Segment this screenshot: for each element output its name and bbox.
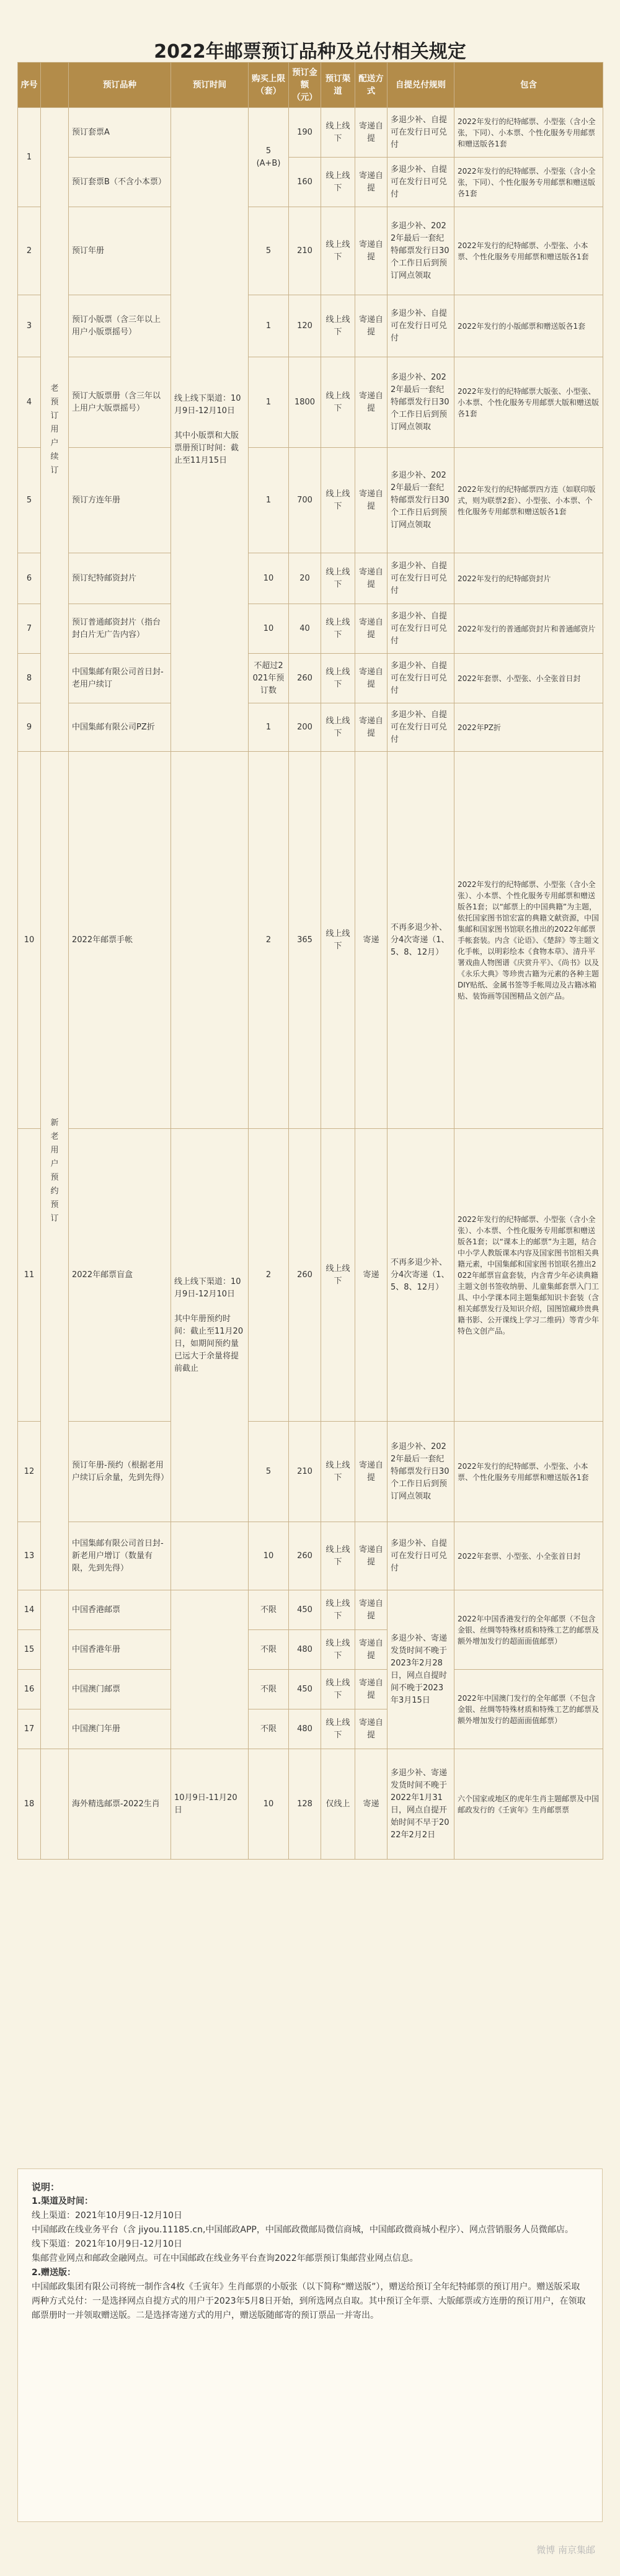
row-delivery: 寄递自提 [355,553,388,604]
row-limit: 不超过2021年预订数 [249,654,289,703]
row-no: 18 [18,1749,41,1860]
row-include: 2022年发行的纪特邮票、小型张、小本票、个性化服务专用邮票和赠送版各1套 [454,1422,603,1522]
row-amount: 700 [289,448,321,553]
row-amount: 128 [289,1749,321,1860]
row-delivery: 寄递 [355,752,388,1129]
row-no: 4 [18,357,41,448]
notes-gift-text: 中国邮政集团有限公司将统一制作含4枚《壬寅年》生肖邮票的小版张（以下简称“赠送版”），赠送给预订全年纪特邮票的预订用户。赠送版采取两种方式兑付：一是选择网点自提方式的用户于2023年5月8日开始，到所选网点自取。其中预订全年票、大版邮票或方连册的预订用户，在领取邮票册时一并领取赠送版。二是选择寄递方式的用户，赠送版随邮寄的预订票品一并寄出。 [32,2282,586,2320]
row-time-blank [171,752,249,1129]
row-amount: 20 [289,553,321,604]
row-channel: 线上线下 [321,1709,355,1749]
row-product: 预订普通邮资封片（指台封白片无广告内容） [69,604,171,654]
row-rule: 不再多退少补、分4次寄递（1、5、8、12月） [388,752,454,1129]
row-limit: 不限 [249,1670,289,1709]
row-include: 2022年发行的普通邮资封片和普通邮资片 [454,604,603,654]
row-limit: 不限 [249,1709,289,1749]
row-rule: 多退少补、自提可在发行日可兑付 [388,158,454,207]
row-delivery: 寄递自提 [355,654,388,703]
row-amount: 480 [289,1630,321,1670]
row-amount: 260 [289,1129,321,1422]
row-product: 海外精选邮票-2022生肖 [69,1749,171,1860]
row-amount: 260 [289,1522,321,1590]
row-channel: 线上线下 [321,1522,355,1590]
row-amount: 200 [289,703,321,752]
table-row [18,1749,603,1860]
header-time: 预订时间 [171,63,249,108]
row-include: 2022年发行的纪特邮资封片 [454,553,603,604]
notes-section-channel-title: 1.渠道及时间： [32,2196,94,2206]
row-channel: 线上线下 [321,295,355,357]
table-row [18,108,603,158]
row-no: 16 [18,1670,41,1709]
row-amount: 450 [289,1590,321,1630]
row-product: 预订年册-预约（根据老用户续订后余量，先到先得） [69,1422,171,1522]
row-include: 2022年套票、小型张、小全张首日封 [454,654,603,703]
row-channel: 线上线下 [321,1590,355,1630]
row-channel: 线上线下 [321,604,355,654]
row-amount: 480 [289,1709,321,1749]
row-product: 2022年邮票盲盒 [69,1129,171,1422]
row-time: 10月9日-11月20日 [171,1749,249,1860]
row-limit: 5 [249,1422,289,1522]
row-channel: 线上线下 [321,703,355,752]
row-include: 2022年发行的纪特邮票、小型张、小本票、个性化服务专用邮票和赠送版各1套 [454,207,603,295]
row-amount: 210 [289,207,321,295]
row-time-new: 线上线下渠道：10月9日-12月10日 其中年册预约时间：截止至11月20日，如期间预约量已远大于余量将提前截止 [171,1129,249,1522]
row-delivery: 寄递 [355,1129,388,1422]
notes-line: 线上渠道：2021年10月9日-12月10日 [32,2211,183,2221]
header-no: 序号 [18,63,41,108]
notes-line: 线下渠道：2021年10月9日-12月10日 [32,2239,183,2249]
table-row [18,654,603,703]
row-rule: 多退少补、寄递发货时间不晚于2023年2月28日，网点自提时间不晚于2023年3月15日 [388,1590,454,1749]
subscription-table [17,62,603,1860]
row-include: 2022年发行的纪特邮票大版张、小型张、小本票、个性化服务专用邮票大版和赠送版各1套 [454,357,603,448]
row-no: 6 [18,553,41,604]
row-delivery: 寄递自提 [355,207,388,295]
row-amount: 1800 [289,357,321,448]
table-row [18,1522,603,1590]
row-delivery: 寄递自提 [355,295,388,357]
row-include: 2022年发行的纪特邮票、小型张（含小全张）、小本票、个性化服务专用邮票和赠送版各1套；以“邮票上的中国典籍”为主题，依托国家图书馆宏富的典籍文献资源，中国集邮和国家图书馆联名推出的2022年邮票手帐套装。内含《论语》、《楚辞》等主题文化手帐，以明彩绘本《食物本草》、清升平署戏曲人物图谱《庆赏升平》、《尚书》以及《永乐大典》等珍贵古籍为元素的各种主题DIY贴纸、金属书签等手帐周边及古籍冰箱贴、装饰画等国图精品文创产品。 [454,752,603,1129]
row-limit: 5 [249,207,289,295]
row-include: 2022年发行的纪特邮票、小型张（含小全张，下同）、个性化服务专用邮票和赠送版各1套 [454,158,603,207]
table-row [18,703,603,752]
row-product: 中国集邮有限公司首日封-新老用户增订（数量有限，先到先得） [69,1522,171,1590]
row-rule: 多退少补、自提可在发行日可兑付 [388,108,454,158]
row-channel: 仅线上 [321,1749,355,1860]
row-limit: 1 [249,448,289,553]
row-product: 2022年邮票手帐 [69,752,171,1129]
row-product: 预订纪特邮资封片 [69,553,171,604]
header-category [41,63,69,108]
row-include: 六个国家或地区的虎年生肖主题邮票及中国邮政发行的《壬寅年》生肖邮票票 [454,1749,603,1860]
row-include: 2022年PZ折 [454,703,603,752]
row-no: 2 [18,207,41,295]
table-row [18,295,603,357]
row-product: 中国香港邮票 [69,1590,171,1630]
row-channel: 线上线下 [321,1422,355,1522]
row-product: 预订方连年册 [69,448,171,553]
row-amount: 210 [289,1422,321,1522]
table-row [18,1670,603,1709]
row-channel: 线上线下 [321,1670,355,1709]
row-product: 中国集邮有限公司PZ折 [69,703,171,752]
row-rule: 多退少补、自提可在发行日可兑付 [388,703,454,752]
row-delivery: 寄递自提 [355,1709,388,1749]
row-amount: 450 [289,1670,321,1709]
row-delivery: 寄递自提 [355,1670,388,1709]
table-row [18,1422,603,1522]
row-limit: 2 [249,752,289,1129]
row-rule: 多退少补、自提可在发行日可兑付 [388,654,454,703]
row-no: 9 [18,703,41,752]
row-delivery: 寄递 [355,1749,388,1860]
row-channel: 线上线下 [321,752,355,1129]
row-channel: 线上线下 [321,1630,355,1670]
row-include: 2022年发行的小版邮票和赠送版各1套 [454,295,603,357]
row-channel: 线上线下 [321,1129,355,1422]
row-channel: 线上线下 [321,553,355,604]
row-no: 8 [18,654,41,703]
row-product: 预订套票A [69,108,171,158]
row-no: 14 [18,1590,41,1630]
row-delivery: 寄递自提 [355,158,388,207]
row-amount: 365 [289,752,321,1129]
row-delivery: 寄递自提 [355,448,388,553]
table-row [18,158,603,207]
watermark: 微博 南京集邮 [536,2544,595,2556]
table-header-row [18,63,603,108]
row-rule: 多退少补、2022年最后一套纪特邮票发行日30个工作日后到预订网点领取 [388,448,454,553]
row-no: 17 [18,1709,41,1749]
category-old: 老预订用户续订 [41,108,69,752]
row-delivery: 寄递自提 [355,1590,388,1630]
row-no: 11 [18,1129,41,1422]
row-no: 1 [18,108,41,207]
table-row [18,448,603,553]
row-limit: 不限 [249,1630,289,1670]
row-time-blank [171,1522,249,1590]
row-amount: 160 [289,158,321,207]
row-rule: 多退少补、2022年最后一套纪特邮票发行日30个工作日后到预订网点领取 [388,207,454,295]
row-channel: 线上线下 [321,357,355,448]
row-delivery: 寄递自提 [355,703,388,752]
page-title: 2022年邮票预订品种及兑付相关规定 [154,41,466,63]
header-delivery: 配送方式 [355,63,388,108]
row-amount: 40 [289,604,321,654]
row-rule: 不再多退少补、分4次寄递（1、5、8、12月） [388,1129,454,1422]
row-limit: 2 [249,1129,289,1422]
row-delivery: 寄递自提 [355,1422,388,1522]
notes-line: 集邮营业网点和邮政金融网点。可在中国邮政在线业务平台查询2022年邮票预订集邮营业网点信息。 [32,2253,418,2263]
header-product: 预订品种 [69,63,171,108]
row-limit: 10 [249,553,289,604]
row-limit: 1 [249,357,289,448]
row-rule: 多退少补、2022年最后一套纪特邮票发行日30个工作日后到预订网点领取 [388,1422,454,1522]
row-delivery: 寄递自提 [355,604,388,654]
row-product: 中国澳门邮票 [69,1670,171,1709]
row-limit: 10 [249,604,289,654]
row-no: 12 [18,1422,41,1522]
row-no: 5 [18,448,41,553]
category-blank [41,1749,69,1860]
notes-box [17,2168,603,2522]
row-rule: 多退少补、自提可在发行日可兑付 [388,1522,454,1590]
row-include: 2022年套票、小型张、小全张首日封 [454,1522,603,1590]
row-delivery: 寄递自提 [355,1522,388,1590]
row-no: 15 [18,1630,41,1670]
notes-section-gift-title: 2.赠送版： [32,2268,76,2278]
row-channel: 线上线下 [321,158,355,207]
row-delivery: 寄递自提 [355,357,388,448]
row-include: 2022年中国香港发行的全年邮票（不包含金银、丝绸等特殊材质和特殊工艺的邮票及额外增加发行的超面面值邮票） [454,1590,603,1670]
row-rule: 多退少补、寄递发货时间不晚于2022年1月31日，网点自提开始时间不早于2022年2月2日 [388,1749,454,1860]
header-amount: 预订金额（元） [289,63,321,108]
row-rule: 多退少补、自提可在发行日可兑付 [388,604,454,654]
row-channel: 线上线下 [321,207,355,295]
table-row [18,752,603,1129]
notes-title: 说明： [32,2182,60,2193]
row-time-blank [171,1590,249,1749]
row-rule: 多退少补、2022年最后一套纪特邮票发行日30个工作日后到预订网点领取 [388,357,454,448]
row-product: 预订套票B（不含小本票） [69,158,171,207]
row-product: 预订年册 [69,207,171,295]
row-amount: 120 [289,295,321,357]
row-delivery: 寄递自提 [355,1630,388,1670]
table-row [18,553,603,604]
row-amount: 260 [289,654,321,703]
row-channel: 线上线下 [321,654,355,703]
row-limit: 1 [249,703,289,752]
row-delivery: 寄递自提 [355,108,388,158]
row-no: 7 [18,604,41,654]
table-row [18,1590,603,1630]
header-channel: 预订渠道 [321,63,355,108]
row-no: 13 [18,1522,41,1590]
row-include: 2022年发行的纪特邮票、小型张（含小全张，下同）、小本票、个性化服务专用邮票和赠送版各1套 [454,108,603,158]
row-no: 3 [18,295,41,357]
row-limit: 10 [249,1522,289,1590]
row-product: 中国集邮有限公司首日封-老用户续订 [69,654,171,703]
row-time-old: 线上线下渠道：10月9日-12月10日 其中小版票和大版票册预订时间：截止至11月15日 [171,108,249,752]
row-limit: 5 (A+B) [249,108,289,207]
row-include: 2022年中国澳门发行的全年邮票（不包含金银、丝绸等特殊材质和特殊工艺的邮票及额外增加发行的超面面值邮票） [454,1670,603,1749]
header-include: 包含 [454,63,603,108]
row-include: 2022年发行的纪特邮票、小型张（含小全张）、小本票、个性化服务专用邮票和赠送版各1套；以“课本上的邮票”为主题，结合中小学人教版课本内容及国家图书馆相关典籍元素，中国集邮和国家图书馆联名推出2022年邮票盲盒套装，内含青少年必读典籍主题文创书签收纳册、儿童集邮套票入门工具、中小学课本同主题集邮知识卡套装（含相关邮票发行及知识介绍，国图馆藏珍贵典籍书影、公开课线上学习二维码）等青少年特色文创产品。 [454,1129,603,1422]
notes-line: 中国邮政在线业务平台（含 jiyou.11185.cn,中国邮政APP，中国邮政微邮局微信商城，中国邮政微商城小程序）、网点营销服务人员微邮店。 [32,2225,574,2235]
category-blank [41,1590,69,1749]
row-limit: 不限 [249,1590,289,1630]
table-row [18,604,603,654]
row-rule: 多退少补、自提可在发行日可兑付 [388,295,454,357]
header-limit: 购买上限（套） [249,63,289,108]
row-limit: 1 [249,295,289,357]
row-include: 2022年发行的纪特邮票四方连（如联印版式，则为联票2套）、小型张、小本票、个性化服务专用邮票和赠送版各1套 [454,448,603,553]
table-row [18,357,603,448]
header-rule: 自提兑付规则 [388,63,454,108]
row-product: 中国澳门年册 [69,1709,171,1749]
row-channel: 线上线下 [321,108,355,158]
row-channel: 线上线下 [321,448,355,553]
row-limit: 10 [249,1749,289,1860]
category-new: 新老用户预约预订 [41,752,69,1590]
row-amount: 190 [289,108,321,158]
table-row [18,207,603,295]
row-product: 预订大版票册（含三年以上用户大版票摇号） [69,357,171,448]
row-rule: 多退少补、自提可在发行日可兑付 [388,553,454,604]
row-product: 预订小版票（含三年以上用户小版票摇号） [69,295,171,357]
row-no: 10 [18,752,41,1129]
table-row [18,1129,603,1422]
row-product: 中国香港年册 [69,1630,171,1670]
